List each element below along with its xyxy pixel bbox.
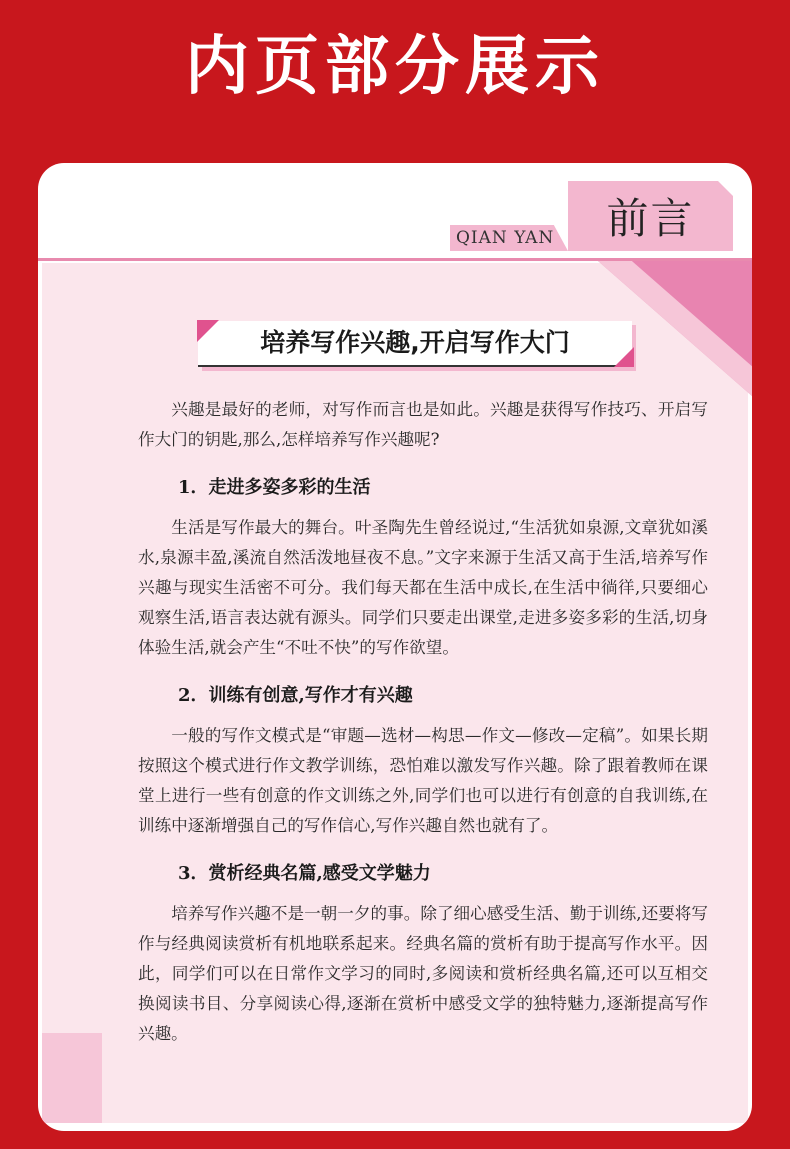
header-divider — [38, 258, 752, 261]
subheading-3: 3．赏析经典名篇,感受文学魅力 — [178, 863, 431, 884]
tab-fold-corner — [718, 181, 736, 199]
bottom-left-decoration — [42, 1033, 102, 1123]
section-heading-box — [198, 321, 632, 367]
paragraph-2: 一般的写作文模式是“审题—选材—构思—作文—修改—定稿”。如果长期按照这个模式进行作文教学训练，恐怕难以激发写作兴趣。除了跟着教师在课堂上进行一些有创意的作文训练之外,同学们也可以进行有创意的自我训练,在训练中逐渐增强自己的写作信心,写作兴趣自然也就有了。 — [138, 726, 708, 835]
article-body — [138, 395, 708, 1049]
pinyin-label: QIAN YAN — [456, 228, 555, 248]
intro-paragraph: 兴趣是最好的老师，对写作而言也是如此。兴趣是获得写作技巧、开启写作大门的钥匙,那么,怎样培养写作兴趣呢? — [138, 400, 708, 449]
banner-title: 内页部分展示 — [185, 30, 605, 104]
subheading-1: 1．走进多姿多彩的生活 — [178, 477, 371, 498]
chapter-tab — [568, 181, 733, 251]
chapter-tab-title: 前言 — [606, 194, 695, 243]
book-page-card — [38, 163, 752, 1131]
subheading-2: 2．训练有创意,写作才有兴趣 — [178, 685, 413, 706]
paragraph-1: 生活是写作最大的舞台。叶圣陶先生曾经说过,“生活犹如泉源,文章犹如溪水,泉源丰盈,溪流自然活泼地昼夜不息。”文字来源于生活又高于生活,培养写作兴趣与现实生活密不可分。我们每天都在生活中成长,在生活中徜徉,只要细心观察生活,语言表达就有源头。同学们只要走出课堂,走进多姿多彩的生活,切身体验生活,就会产生“不吐不快”的写作欲望。 — [138, 518, 708, 657]
paragraph-3: 培养写作兴趣不是一朝一夕的事。除了细心感受生活、勤于训练,还要将写作与经典阅读赏析有机地联系起来。经典名篇的赏析有助于提高写作水平。因此，同学们可以在日常作文学习的同时,多阅读和赏析经典名篇,还可以互相交换阅读书目、分享阅读心得,逐渐在赏析中感受文学的独特魅力,逐渐提高写作兴趣。 — [138, 904, 708, 1043]
section-heading: 培养写作兴趣,开启写作大门 — [260, 328, 570, 357]
